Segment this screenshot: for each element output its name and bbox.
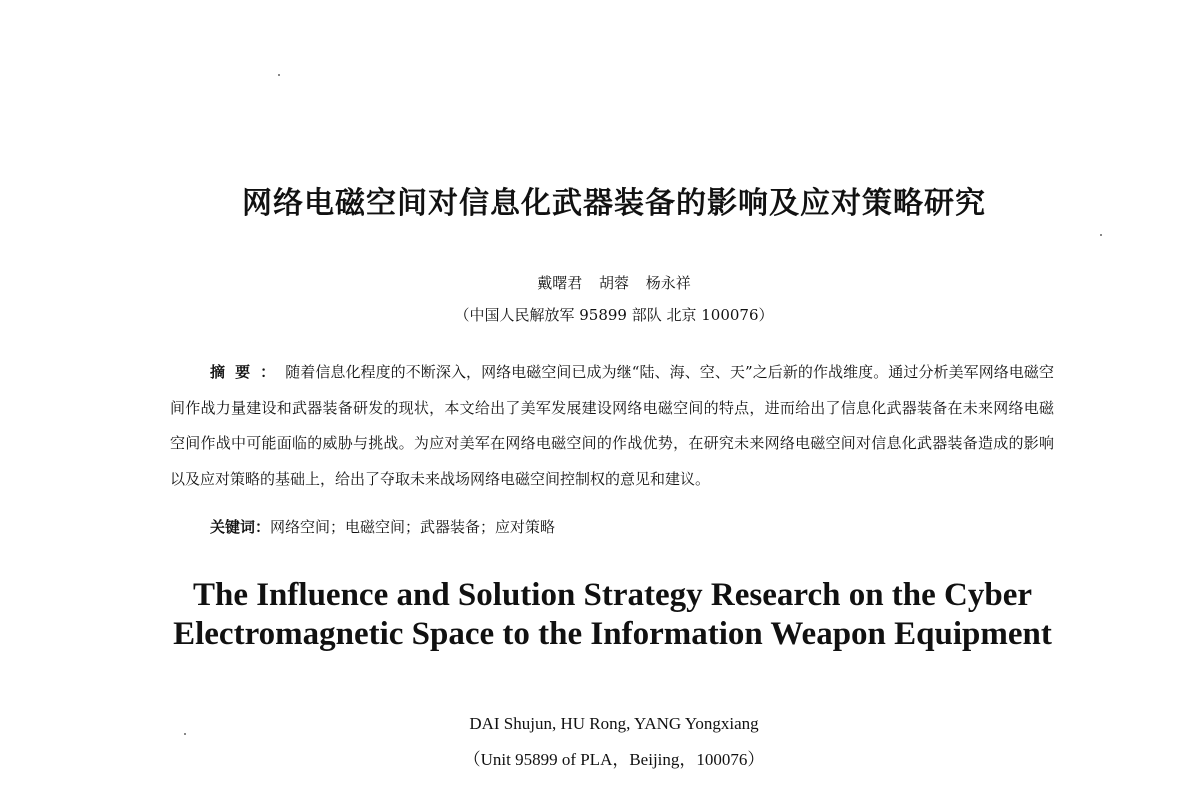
keywords-text: 网络空间；电磁空间；武器装备；应对策略 [270,518,556,536]
chinese-title: 网络电磁空间对信息化武器装备的影响及应对策略研究 [242,186,986,221]
english-title: The Influence and Solution Strategy Research on the Cyber Electromagnetic Space to the Information Weapon Equipment [173,577,1052,652]
keywords-label: 关键词： [210,518,271,536]
english-affiliation: （Unit 95899 of PLA，Beijing，100076） [463,750,765,769]
chinese-authors: 戴曙君 胡蓉 杨永祥 [537,274,691,292]
scan-speck [1100,234,1102,236]
scan-speck [278,74,280,76]
chinese-keywords [210,516,555,537]
chinese-abstract [170,355,1054,497]
abstract-label: 摘要： [210,363,286,381]
abstract-text: 随着信息化程度的不断深入，网络电磁空间已成为继“陆、海、空、天”之后新的作战维度。通过分析美军网络电磁空间作战力量建设和武器装备研发的现状，本文给出了美军发展建设网络电磁空间的特点，进而给出了信息化武器装备在未来网络电磁空间作战中可能面临的威胁与挑战。为应对美军在网络电磁空间的作战优势，在研究未来网络电磁空间对信息化武器装备造成的影响以及应对策略的基础上，给出了夺取未来战场网络电磁空间控制权的意见和建议。 [170,363,1054,488]
chinese-affiliation: （中国人民解放军 95899 部队 北京 100076） [454,306,774,324]
scan-speck [184,733,186,735]
english-authors: DAI Shujun, HU Rong, YANG Yongxiang [469,714,759,733]
